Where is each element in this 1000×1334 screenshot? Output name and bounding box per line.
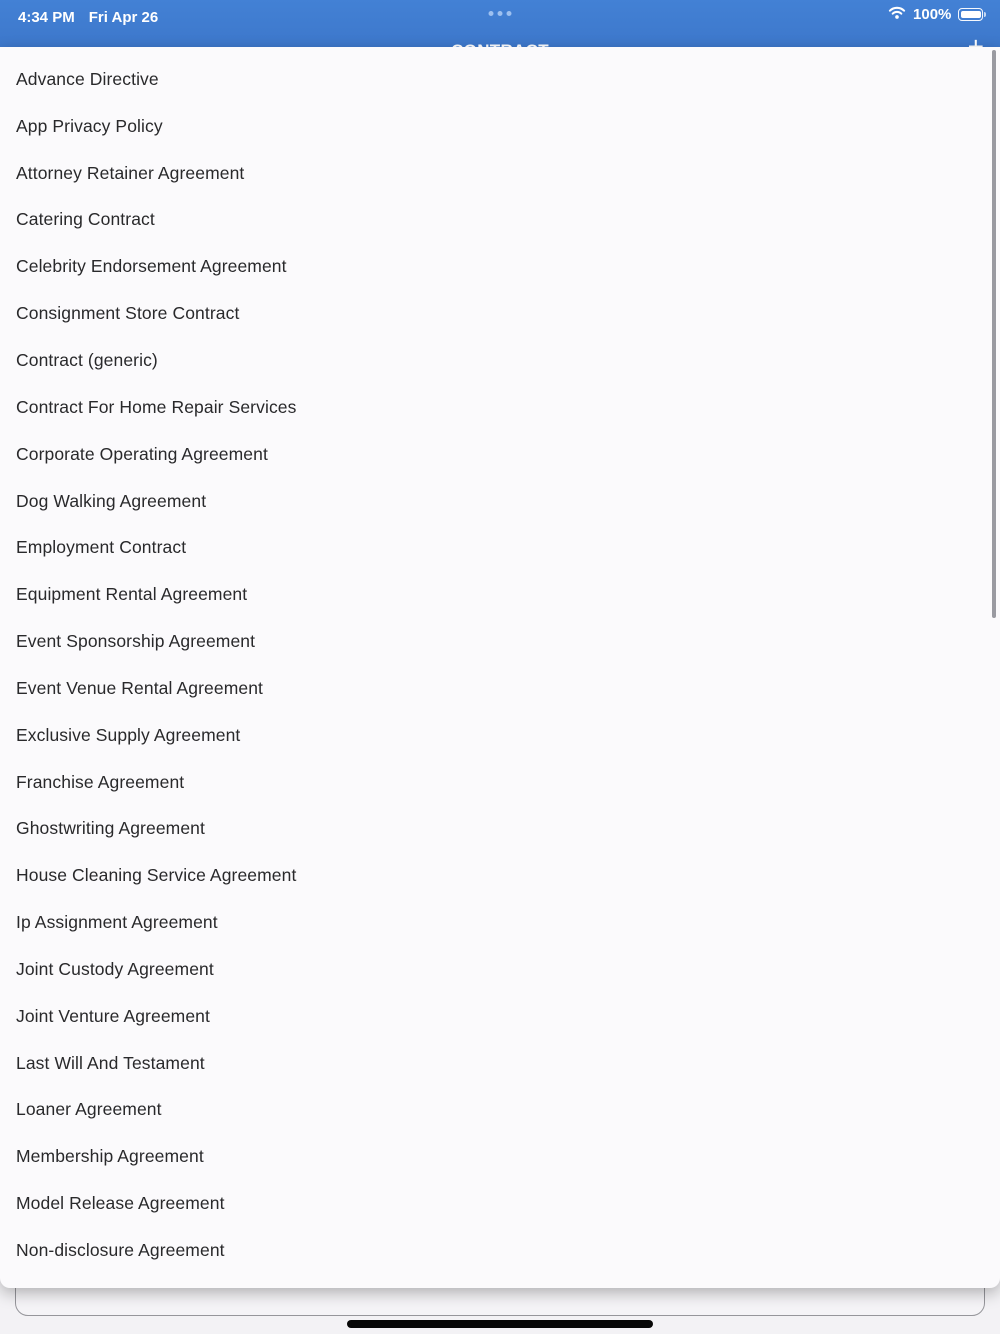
three-dots-icon[interactable]: [489, 11, 512, 16]
template-list: [0, 47, 1000, 1274]
list-item[interactable]: [0, 1180, 1000, 1227]
list-item[interactable]: [0, 1133, 1000, 1180]
list-item-label: Event Sponsorship Agreement: [16, 631, 256, 652]
list-item[interactable]: [0, 290, 1000, 337]
list-item-label: Membership Agreement: [16, 1146, 204, 1167]
list-item-label: Dog Walking Agreement: [16, 490, 207, 511]
list-item[interactable]: [0, 243, 1000, 290]
list-item[interactable]: [0, 665, 1000, 712]
battery-percent: 100%: [913, 6, 952, 23]
list-item[interactable]: [0, 478, 1000, 525]
template-dropdown: [0, 47, 1000, 1288]
list-item-label: Consignment Store Contract: [16, 303, 240, 324]
list-item[interactable]: [0, 197, 1000, 244]
list-item-label: Corporate Operating Agreement: [16, 443, 268, 464]
list-item[interactable]: [0, 571, 1000, 618]
list-item-label: Employment Contract: [16, 537, 187, 558]
list-item[interactable]: [0, 899, 1000, 946]
home-indicator[interactable]: [347, 1320, 653, 1328]
list-item-label: Ghostwriting Agreement: [16, 818, 205, 839]
list-item-label: Catering Contract: [16, 209, 155, 230]
list-item-label: Attorney Retainer Agreement: [16, 162, 245, 183]
list-item-label: Joint Venture Agreement: [16, 1005, 210, 1026]
wifi-icon: [888, 6, 906, 23]
list-item[interactable]: [0, 1087, 1000, 1134]
list-item-label: Celebrity Endorsement Agreement: [16, 256, 287, 277]
list-item-label: House Cleaning Service Agreement: [16, 865, 297, 886]
list-item[interactable]: [0, 103, 1000, 150]
scrollbar-thumb[interactable]: [992, 50, 996, 618]
list-item[interactable]: [0, 852, 1000, 899]
list-item-label: Loaner Agreement: [16, 1099, 162, 1120]
list-item-label: Ip Assignment Agreement: [16, 912, 218, 933]
list-item-label: Exclusive Supply Agreement: [16, 724, 241, 745]
list-item-label: Contract (generic): [16, 349, 158, 370]
list-item-label: Equipment Rental Agreement: [16, 584, 248, 605]
status-date: Fri Apr 26: [88, 8, 159, 26]
list-item[interactable]: [0, 618, 1000, 665]
list-item-label: Event Venue Rental Agreement: [16, 677, 263, 698]
list-item[interactable]: [0, 150, 1000, 197]
list-item[interactable]: [0, 384, 1000, 431]
status-bar: [0, 0, 1000, 28]
list-item[interactable]: [0, 337, 1000, 384]
list-item-label: Franchise Agreement: [16, 771, 185, 792]
list-item-label: App Privacy Policy: [16, 115, 163, 136]
battery-full-icon: [958, 8, 986, 21]
list-item[interactable]: [0, 56, 1000, 103]
list-item[interactable]: [0, 993, 1000, 1040]
list-item[interactable]: [0, 1227, 1000, 1274]
list-item[interactable]: [0, 524, 1000, 571]
list-item[interactable]: [0, 759, 1000, 806]
list-item-label: Last Will And Testament: [16, 1052, 205, 1073]
list-item[interactable]: [0, 712, 1000, 759]
list-item-label: Advance Directive: [16, 68, 159, 89]
list-item-label: Joint Custody Agreement: [16, 958, 214, 979]
status-time: 4:34 PM: [18, 8, 75, 26]
list-item[interactable]: [0, 431, 1000, 478]
list-item[interactable]: [0, 806, 1000, 853]
list-item-label: Non-disclosure Agreement: [16, 1240, 225, 1261]
list-item[interactable]: [0, 946, 1000, 993]
list-item[interactable]: [0, 1040, 1000, 1087]
list-item-label: Contract For Home Repair Services: [16, 396, 297, 417]
list-item-label: Model Release Agreement: [16, 1193, 225, 1214]
